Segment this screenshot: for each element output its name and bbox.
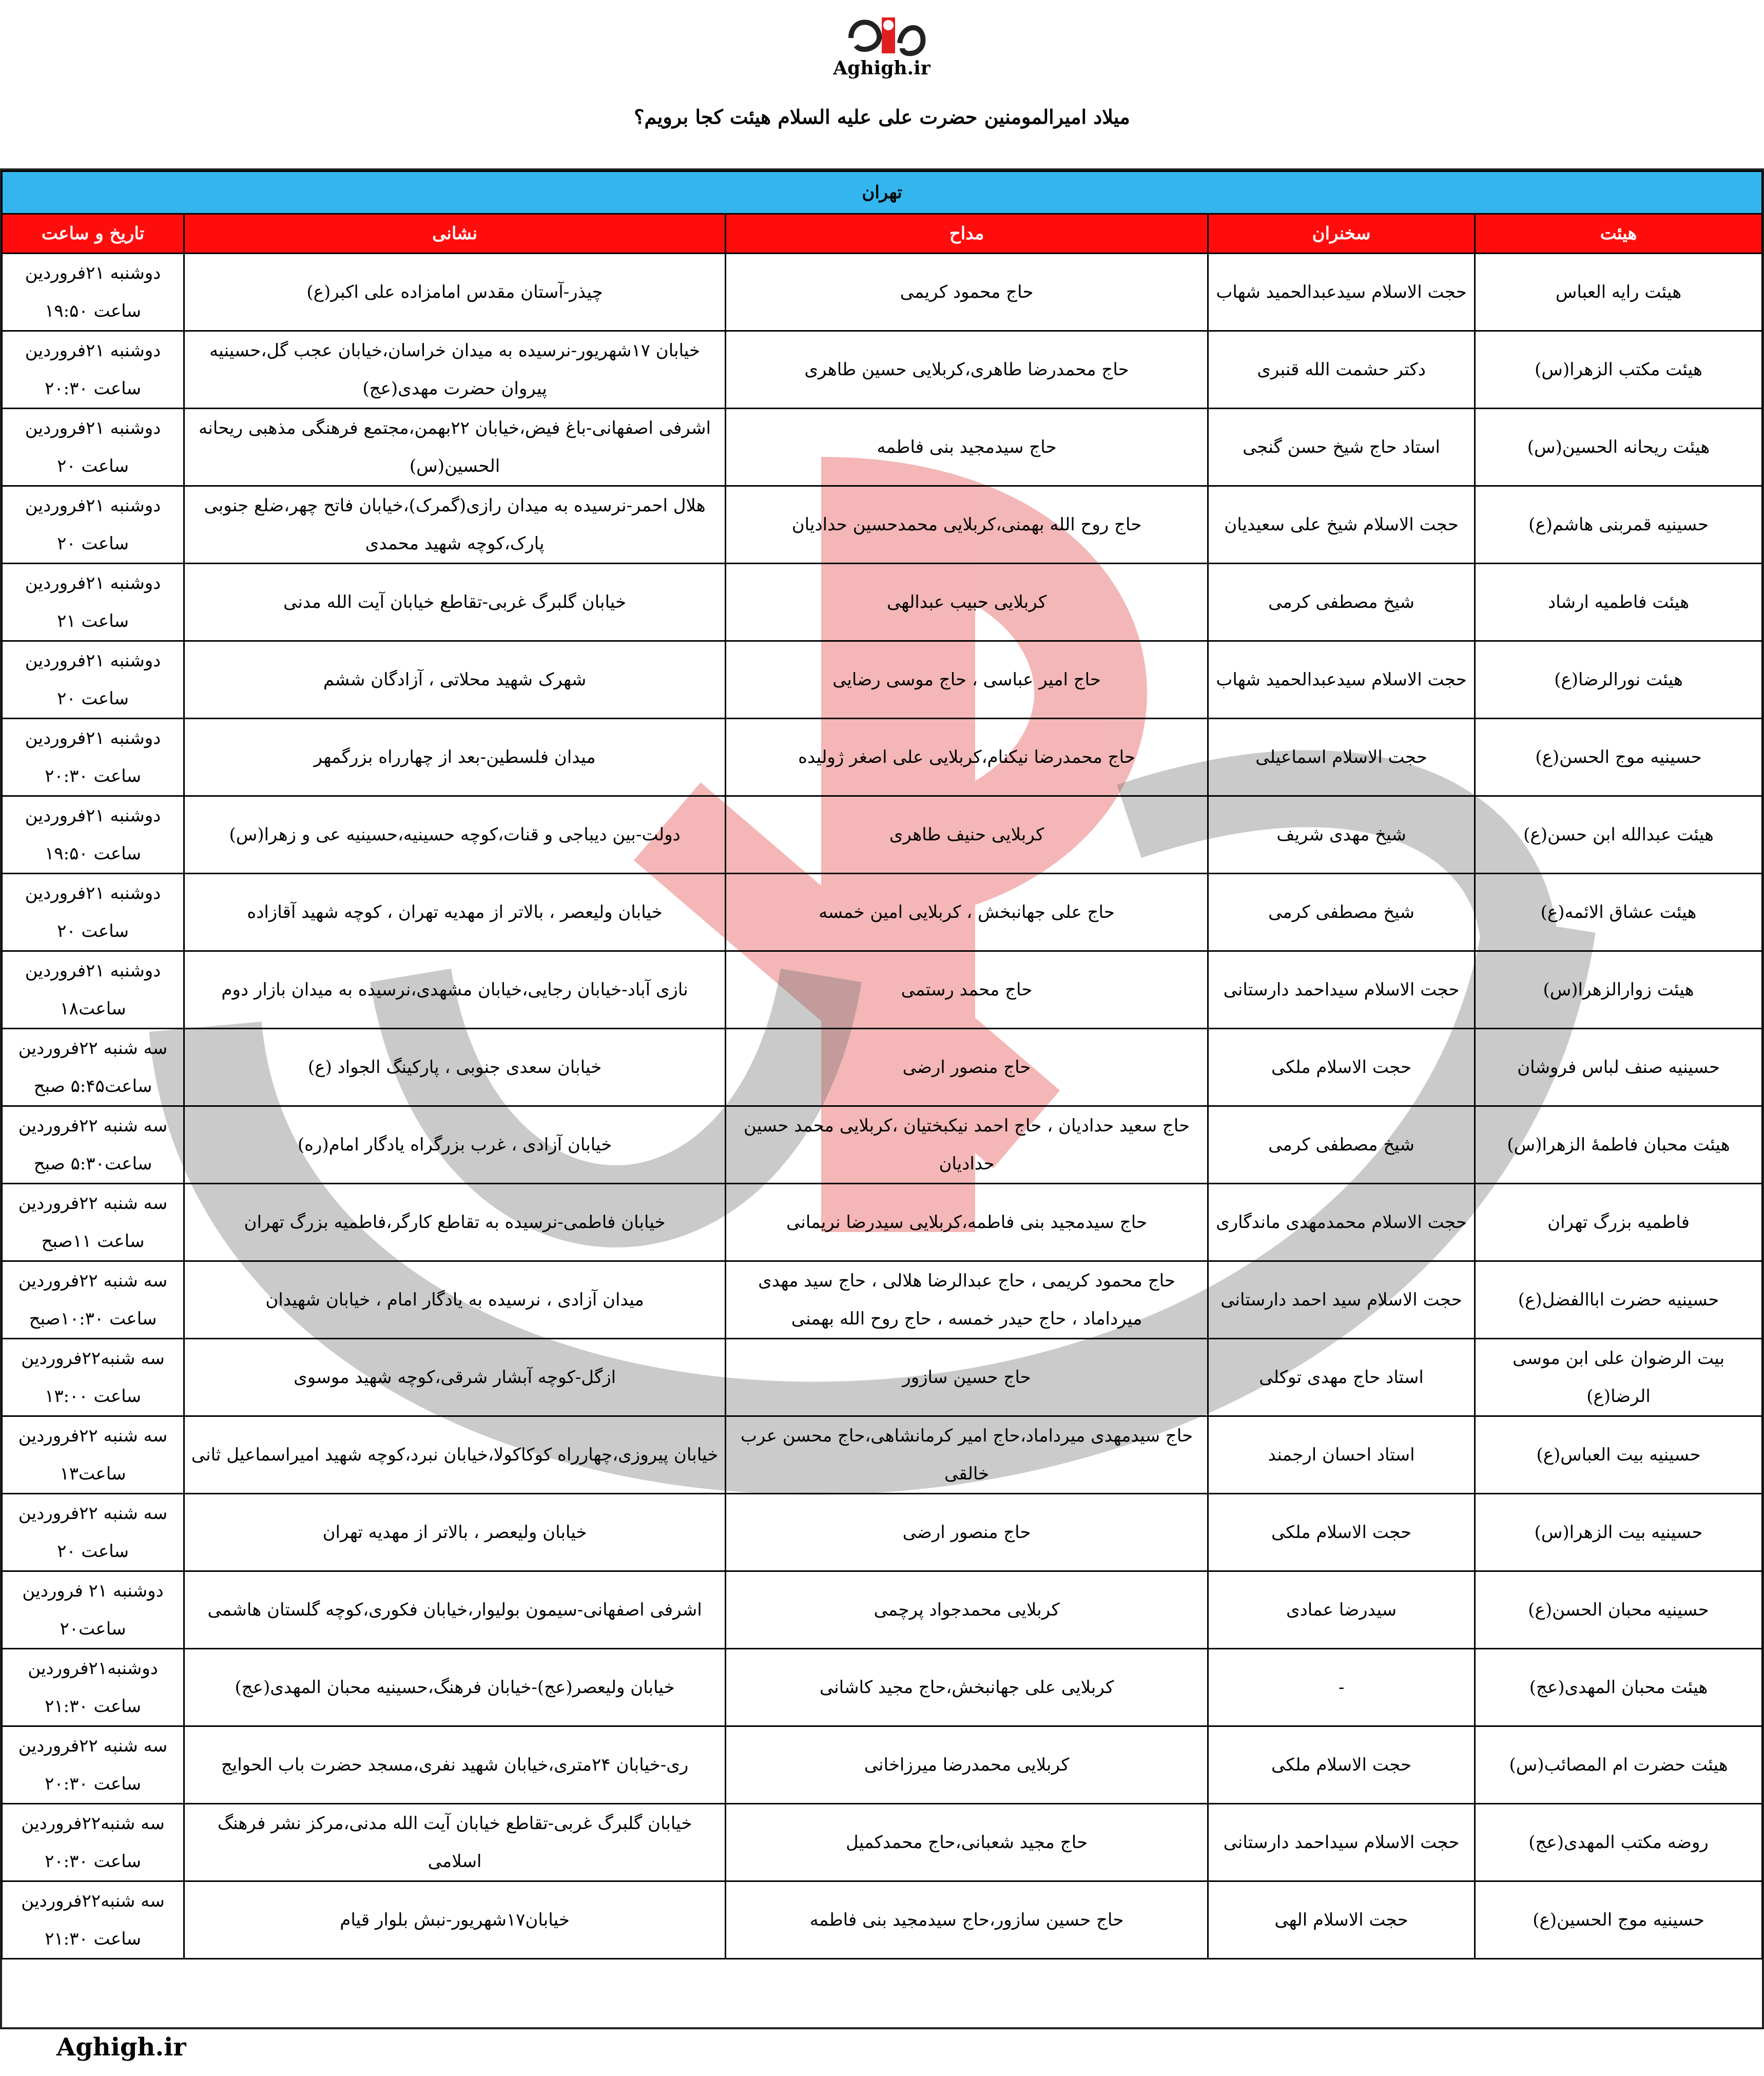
cell-address: اشرفی اصفهانی-باغ فیض،خیابان ۲۲بهمن،مجتمع فرهنگی مذهبی ریحانه الحسین(س) bbox=[184, 409, 726, 486]
cell-heyat: هیئت رایه العباس bbox=[1475, 254, 1762, 331]
cell-maddah: کربلایی محمدجواد پرچمی bbox=[726, 1571, 1208, 1649]
col-header-maddah: مداح bbox=[726, 214, 1208, 254]
cell-heyat: حسینیه قمربنی هاشم(ع) bbox=[1475, 486, 1762, 564]
aghigh-logo-icon bbox=[830, 7, 933, 64]
table-row bbox=[2, 951, 1762, 1029]
cell-datetime: سه شنبه ۲۲فروردین ساعت ۱۰:۳۰صبح bbox=[2, 1261, 184, 1339]
cell-maddah: حاج سیدمجید بنی فاطمه،کربلایی سیدرضا نریمانی bbox=[726, 1184, 1208, 1261]
cell-datetime: سه شنبه۲۲فروردین ساعت ۲۱:۳۰ bbox=[2, 1881, 184, 1959]
cell-maddah: حاج مجید شعبانی،حاج محمدکمیل bbox=[726, 1804, 1208, 1881]
cell-heyat: هیئت مکتب الزهرا(س) bbox=[1475, 331, 1762, 409]
cell-speaker: استاد حاج مهدی توکلی bbox=[1208, 1339, 1475, 1416]
col-header-heyat: هیئت bbox=[1475, 214, 1762, 254]
cell-datetime: سه شنبه ۲۲فروردین ساعت ۲۰ bbox=[2, 1494, 184, 1571]
cell-maddah: کربلایی حبیب عبدالهی bbox=[726, 564, 1208, 641]
cell-maddah: حاج سیدمهدی میرداماد،حاج امیر کرمانشاهی،حاج محسن عرب خالقی bbox=[726, 1416, 1208, 1494]
cell-datetime: دوشنبه ۲۱فروردین ساعت ۲۰ bbox=[2, 409, 184, 486]
cell-heyat: هیئت محبان المهدی(عج) bbox=[1475, 1649, 1762, 1726]
cell-speaker: دکتر حشمت الله قنبری bbox=[1208, 331, 1475, 409]
cell-speaker: حجت الاسلام سیدعبدالحمید شهاب bbox=[1208, 641, 1475, 719]
cell-maddah: حاج حسین سازور،حاج سیدمجید بنی فاطمه bbox=[726, 1881, 1208, 1959]
table-row bbox=[2, 641, 1762, 719]
cell-address: خیابان ۱۷شهریور-نرسیده به میدان خراسان،خیابان عجب گل،حسینیه پیروان حضرت مهدی(عج) bbox=[184, 331, 726, 409]
cell-speaker: حجت الاسلام شیخ علی سعیدیان bbox=[1208, 486, 1475, 564]
cell-maddah: حاج محمود کریمی bbox=[726, 254, 1208, 331]
cell-address: میدان فلسطین-بعد از چهارراه بزرگمهر bbox=[184, 719, 726, 796]
cell-maddah: حاج محمد رستمی bbox=[726, 951, 1208, 1029]
cell-datetime: دوشنبه ۲۱فروردین ساعت ۲۱ bbox=[2, 564, 184, 641]
cell-heyat: هیئت فاطمیه ارشاد bbox=[1475, 564, 1762, 641]
col-header-address: نشانی bbox=[184, 214, 726, 254]
cell-maddah: کربلایی محمدرضا میرزاخانی bbox=[726, 1726, 1208, 1804]
cell-address: اشرفی اصفهانی-سیمون بولیوار،خیابان فکوری،کوچه گلستان هاشمی bbox=[184, 1571, 726, 1649]
city-row bbox=[2, 171, 1762, 214]
cell-address: دولت-بین دیباجی و قنات،کوچه حسینیه،حسینیه عی و زهرا(س) bbox=[184, 796, 726, 874]
table-row bbox=[2, 1416, 1762, 1494]
cell-datetime: سه شنبه ۲۲فروردین ساعت۵:۴۵ صبح bbox=[2, 1029, 184, 1106]
cell-datetime: سه شنبه ۲۲فروردین ساعت۱۳ bbox=[2, 1416, 184, 1494]
cell-speaker: حجت الاسلام الهی bbox=[1208, 1881, 1475, 1959]
cell-speaker: استاد حاج شیخ حسن گنجی bbox=[1208, 409, 1475, 486]
table-row bbox=[2, 1804, 1762, 1881]
cell-datetime: سه شنبه۲۲فروردین ساعت ۱۳:۰۰ bbox=[2, 1339, 184, 1416]
table-row bbox=[2, 1184, 1762, 1261]
cell-heyat: هیئت عشاق الائمه(ع) bbox=[1475, 874, 1762, 951]
column-headers bbox=[2, 214, 1762, 254]
cell-datetime: سه شنبه ۲۲فروردین ساعت ۱۱صبح bbox=[2, 1184, 184, 1261]
cell-heyat: روضه مکتب المهدی(عج) bbox=[1475, 1804, 1762, 1881]
cell-datetime: دوشنبه ۲۱ فروردین ساعت۲۰ bbox=[2, 1571, 184, 1649]
cell-heyat: بیت الرضوان علی ابن موسی الرضا(ع) bbox=[1475, 1339, 1762, 1416]
cell-heyat: حسینیه موج الحسین(ع) bbox=[1475, 1881, 1762, 1959]
cell-maddah: حاج علی جهانبخش ، کربلایی امین خمسه bbox=[726, 874, 1208, 951]
cell-heyat: حسینیه صنف لباس فروشان bbox=[1475, 1029, 1762, 1106]
cell-speaker: حجت الاسلام ملکی bbox=[1208, 1494, 1475, 1571]
cell-address: خیابان ولیعصر ، بالاتر از مهدیه تهران ، کوچه شهید آقازاده bbox=[184, 874, 726, 951]
cell-speaker: - bbox=[1208, 1649, 1475, 1726]
cell-maddah: حاج سعید حدادیان ، حاج احمد نیکبختیان ،کربلایی محمد حسین حدادیان bbox=[726, 1106, 1208, 1184]
cell-datetime: دوشنبه ۲۱فروردین ساعت ۱۹:۵۰ bbox=[2, 796, 184, 874]
cell-address: خیابان ولیعصر ، بالاتر از مهدیه تهران bbox=[184, 1494, 726, 1571]
cell-datetime: دوشنبه ۲۱فروردین ساعت ۲۰ bbox=[2, 641, 184, 719]
cell-speaker: شیخ مصطفی کرمی bbox=[1208, 874, 1475, 951]
cell-speaker: حجت الاسلام ملکی bbox=[1208, 1029, 1475, 1106]
cell-heyat: حسینیه موج الحسن(ع) bbox=[1475, 719, 1762, 796]
col-header-speaker: سخنران bbox=[1208, 214, 1475, 254]
cell-heyat: فاطمیه بزرگ تهران bbox=[1475, 1184, 1762, 1261]
cell-heyat: هیئت زوارالزهرا(س) bbox=[1475, 951, 1762, 1029]
cell-maddah: حاج امیر عباسی ، حاج موسی رضایی bbox=[726, 641, 1208, 719]
table-row bbox=[2, 254, 1762, 331]
cell-address: خیابان ولیعصر(عج)-خیابان فرهنگ،حسینیه محبان المهدی(عج) bbox=[184, 1649, 726, 1726]
cell-heyat: هیئت حضرت ام المصائب(س) bbox=[1475, 1726, 1762, 1804]
table-body bbox=[2, 254, 1762, 1959]
cell-address: خیابان سعدی جنوبی ، پارکینگ الجواد (ع) bbox=[184, 1029, 726, 1106]
cell-heyat: حسینیه محبان الحسن(ع) bbox=[1475, 1571, 1762, 1649]
page-header bbox=[0, 0, 1764, 164]
cell-address: ازگل-کوچه آبشار شرقی،کوچه شهید موسوی bbox=[184, 1339, 726, 1416]
cell-maddah: حاج منصور ارضی bbox=[726, 1494, 1208, 1571]
cell-speaker: حجت الاسلام سیداحمد دارستانی bbox=[1208, 951, 1475, 1029]
cell-datetime: سه شنبه۲۲فروردین ساعت ۲۰:۳۰ bbox=[2, 1804, 184, 1881]
cell-datetime: دوشنبه ۲۱فروردین ساعت ۲۰ bbox=[2, 486, 184, 564]
cell-heyat: هیئت نورالرضا(ع) bbox=[1475, 641, 1762, 719]
cell-datetime: دوشنبه ۲۱فروردین ساعت ۲۰:۳۰ bbox=[2, 719, 184, 796]
cell-datetime: دوشنبه ۲۱فروردین ساعت ۱۹:۵۰ bbox=[2, 254, 184, 331]
table-row bbox=[2, 1494, 1762, 1571]
table-row bbox=[2, 331, 1762, 409]
cell-address: خیابان آزادی ، غرب بزرگراه یادگار امام(ره) bbox=[184, 1106, 726, 1184]
cell-datetime: دوشنبه ۲۱فروردین ساعت۱۸ bbox=[2, 951, 184, 1029]
cell-maddah: حاج روح الله بهمنی،کربلایی محمدحسین حدادیان bbox=[726, 486, 1208, 564]
cell-speaker: حجت الاسلام ملکی bbox=[1208, 1726, 1475, 1804]
cell-maddah: حاج منصور ارضی bbox=[726, 1029, 1208, 1106]
cell-address: نازی آباد-خیابان رجایی،خیابان مشهدی،نرسیده به میدان بازار دوم bbox=[184, 951, 726, 1029]
cell-heyat: هیئت عبدالله ابن حسن(ع) bbox=[1475, 796, 1762, 874]
cell-address: خیابان۱۷شهریور-نبش بلوار قیام bbox=[184, 1881, 726, 1959]
cell-address: خیابان فاطمی-نرسیده به تقاطع کارگر،فاطمیه بزرگ تهران bbox=[184, 1184, 726, 1261]
table-row bbox=[2, 1339, 1762, 1416]
cell-speaker: حجت الاسلام سیداحمد دارستانی bbox=[1208, 1804, 1475, 1881]
table-row bbox=[2, 719, 1762, 796]
table-row bbox=[2, 564, 1762, 641]
cell-address: ری-خیابان ۲۴متری،خیابان شهید نفری،مسجد حضرت باب الحوایج bbox=[184, 1726, 726, 1804]
table-row bbox=[2, 486, 1762, 564]
cell-datetime: سه شنبه ۲۲فروردین ساعت ۲۰:۳۰ bbox=[2, 1726, 184, 1804]
cell-heyat: حسینیه بیت العباس(ع) bbox=[1475, 1416, 1762, 1494]
table-row bbox=[2, 1261, 1762, 1339]
site-name[interactable]: Aghigh.ir bbox=[833, 57, 931, 79]
schedule-table bbox=[1, 170, 1763, 1959]
cell-maddah: حاج سیدمجید بنی فاطمه bbox=[726, 409, 1208, 486]
cell-heyat: هیئت ریحانه الحسین(س) bbox=[1475, 409, 1762, 486]
city-name: تهران bbox=[2, 171, 1762, 214]
cell-address: خیابان پیروزی،چهارراه کوکاکولا،خیابان نبرد،کوچه شهید امیراسماعیل ثانی bbox=[184, 1416, 726, 1494]
cell-speaker: حجت الاسلام اسماعیلی bbox=[1208, 719, 1475, 796]
cell-address: هلال احمر-نرسیده به میدان رازی(گمرک)،خیابان فاتح چهر،ضلع جنوبی پارک،کوچه شهید محمدی bbox=[184, 486, 726, 564]
cell-speaker: حجت الاسلام محمدمهدی ماندگاری bbox=[1208, 1184, 1475, 1261]
cell-maddah: کربلایی حنیف طاهری bbox=[726, 796, 1208, 874]
cell-speaker: حجت الاسلام سید احمد دارستانی bbox=[1208, 1261, 1475, 1339]
cell-maddah: حاج حسین سازور bbox=[726, 1339, 1208, 1416]
cell-address: چیذر-آستان مقدس امامزاده علی اکبر(ع) bbox=[184, 254, 726, 331]
cell-speaker: حجت الاسلام سیدعبدالحمید شهاب bbox=[1208, 254, 1475, 331]
table-row bbox=[2, 1726, 1762, 1804]
cell-speaker: شیخ مصطفی کرمی bbox=[1208, 564, 1475, 641]
page-title: میلاد امیرالمومنین حضرت علی علیه السلام هیئت کجا برویم؟ bbox=[634, 105, 1130, 128]
cell-address: خیابان گلبرگ غربی-تقاطع خیابان آیت الله مدنی،مرکز نشر فرهنگ اسلامی bbox=[184, 1804, 726, 1881]
footer-site-name[interactable]: Aghigh.ir bbox=[56, 2033, 186, 2062]
table-row bbox=[2, 874, 1762, 951]
cell-heyat: حسینیه بیت الزهرا(س) bbox=[1475, 1494, 1762, 1571]
cell-address: شهرک شهید محلاتی ، آزادگان ششم bbox=[184, 641, 726, 719]
cell-maddah: کربلایی علی جهانبخش،حاج مجید کاشانی bbox=[726, 1649, 1208, 1726]
cell-speaker: شیخ مهدی شریف bbox=[1208, 796, 1475, 874]
cell-speaker: سیدرضا عمادی bbox=[1208, 1571, 1475, 1649]
cell-datetime: دوشنبه ۲۱فروردین ساعت ۲۰:۳۰ bbox=[2, 331, 184, 409]
table-row bbox=[2, 1649, 1762, 1726]
cell-heyat: حسینیه حضرت اباالفضل(ع) bbox=[1475, 1261, 1762, 1339]
cell-speaker: استاد احسان ارجمند bbox=[1208, 1416, 1475, 1494]
table-row bbox=[2, 1881, 1762, 1959]
table-row bbox=[2, 409, 1762, 486]
cell-address: خیابان گلبرگ غربی-تقاطع خیابان آیت الله مدنی bbox=[184, 564, 726, 641]
cell-datetime: سه شنبه ۲۲فروردین ساعت۵:۳۰ صبح bbox=[2, 1106, 184, 1184]
table-row bbox=[2, 1029, 1762, 1106]
table-row bbox=[2, 1106, 1762, 1184]
cell-datetime: دوشنبه ۲۱فروردین ساعت ۲۰ bbox=[2, 874, 184, 951]
table-row bbox=[2, 1571, 1762, 1649]
cell-heyat: هیئت محبان فاطمهٔ الزهرا(س) bbox=[1475, 1106, 1762, 1184]
table-row bbox=[2, 796, 1762, 874]
cell-address: میدان آزادی ، نرسیده به یادگار امام ، خیابان شهیدان bbox=[184, 1261, 726, 1339]
cell-maddah: حاج محمود کریمی ، حاج عبدالرضا هلالی ، حاج سید مهدی میرداماد ، حاج حیدر خمسه ، حاج روح الله بهمنی bbox=[726, 1261, 1208, 1339]
cell-speaker: شیخ مصطفی کرمی bbox=[1208, 1106, 1475, 1184]
cell-maddah: حاج محمدرضا نیکنام،کربلایی علی اصغر ژولیده bbox=[726, 719, 1208, 796]
cell-datetime: دوشنبه۲۱فروردین ساعت ۲۱:۳۰ bbox=[2, 1649, 184, 1726]
col-header-datetime: تاریخ و ساعت bbox=[2, 214, 184, 254]
cell-maddah: حاج محمدرضا طاهری،کربلایی حسین طاهری bbox=[726, 331, 1208, 409]
